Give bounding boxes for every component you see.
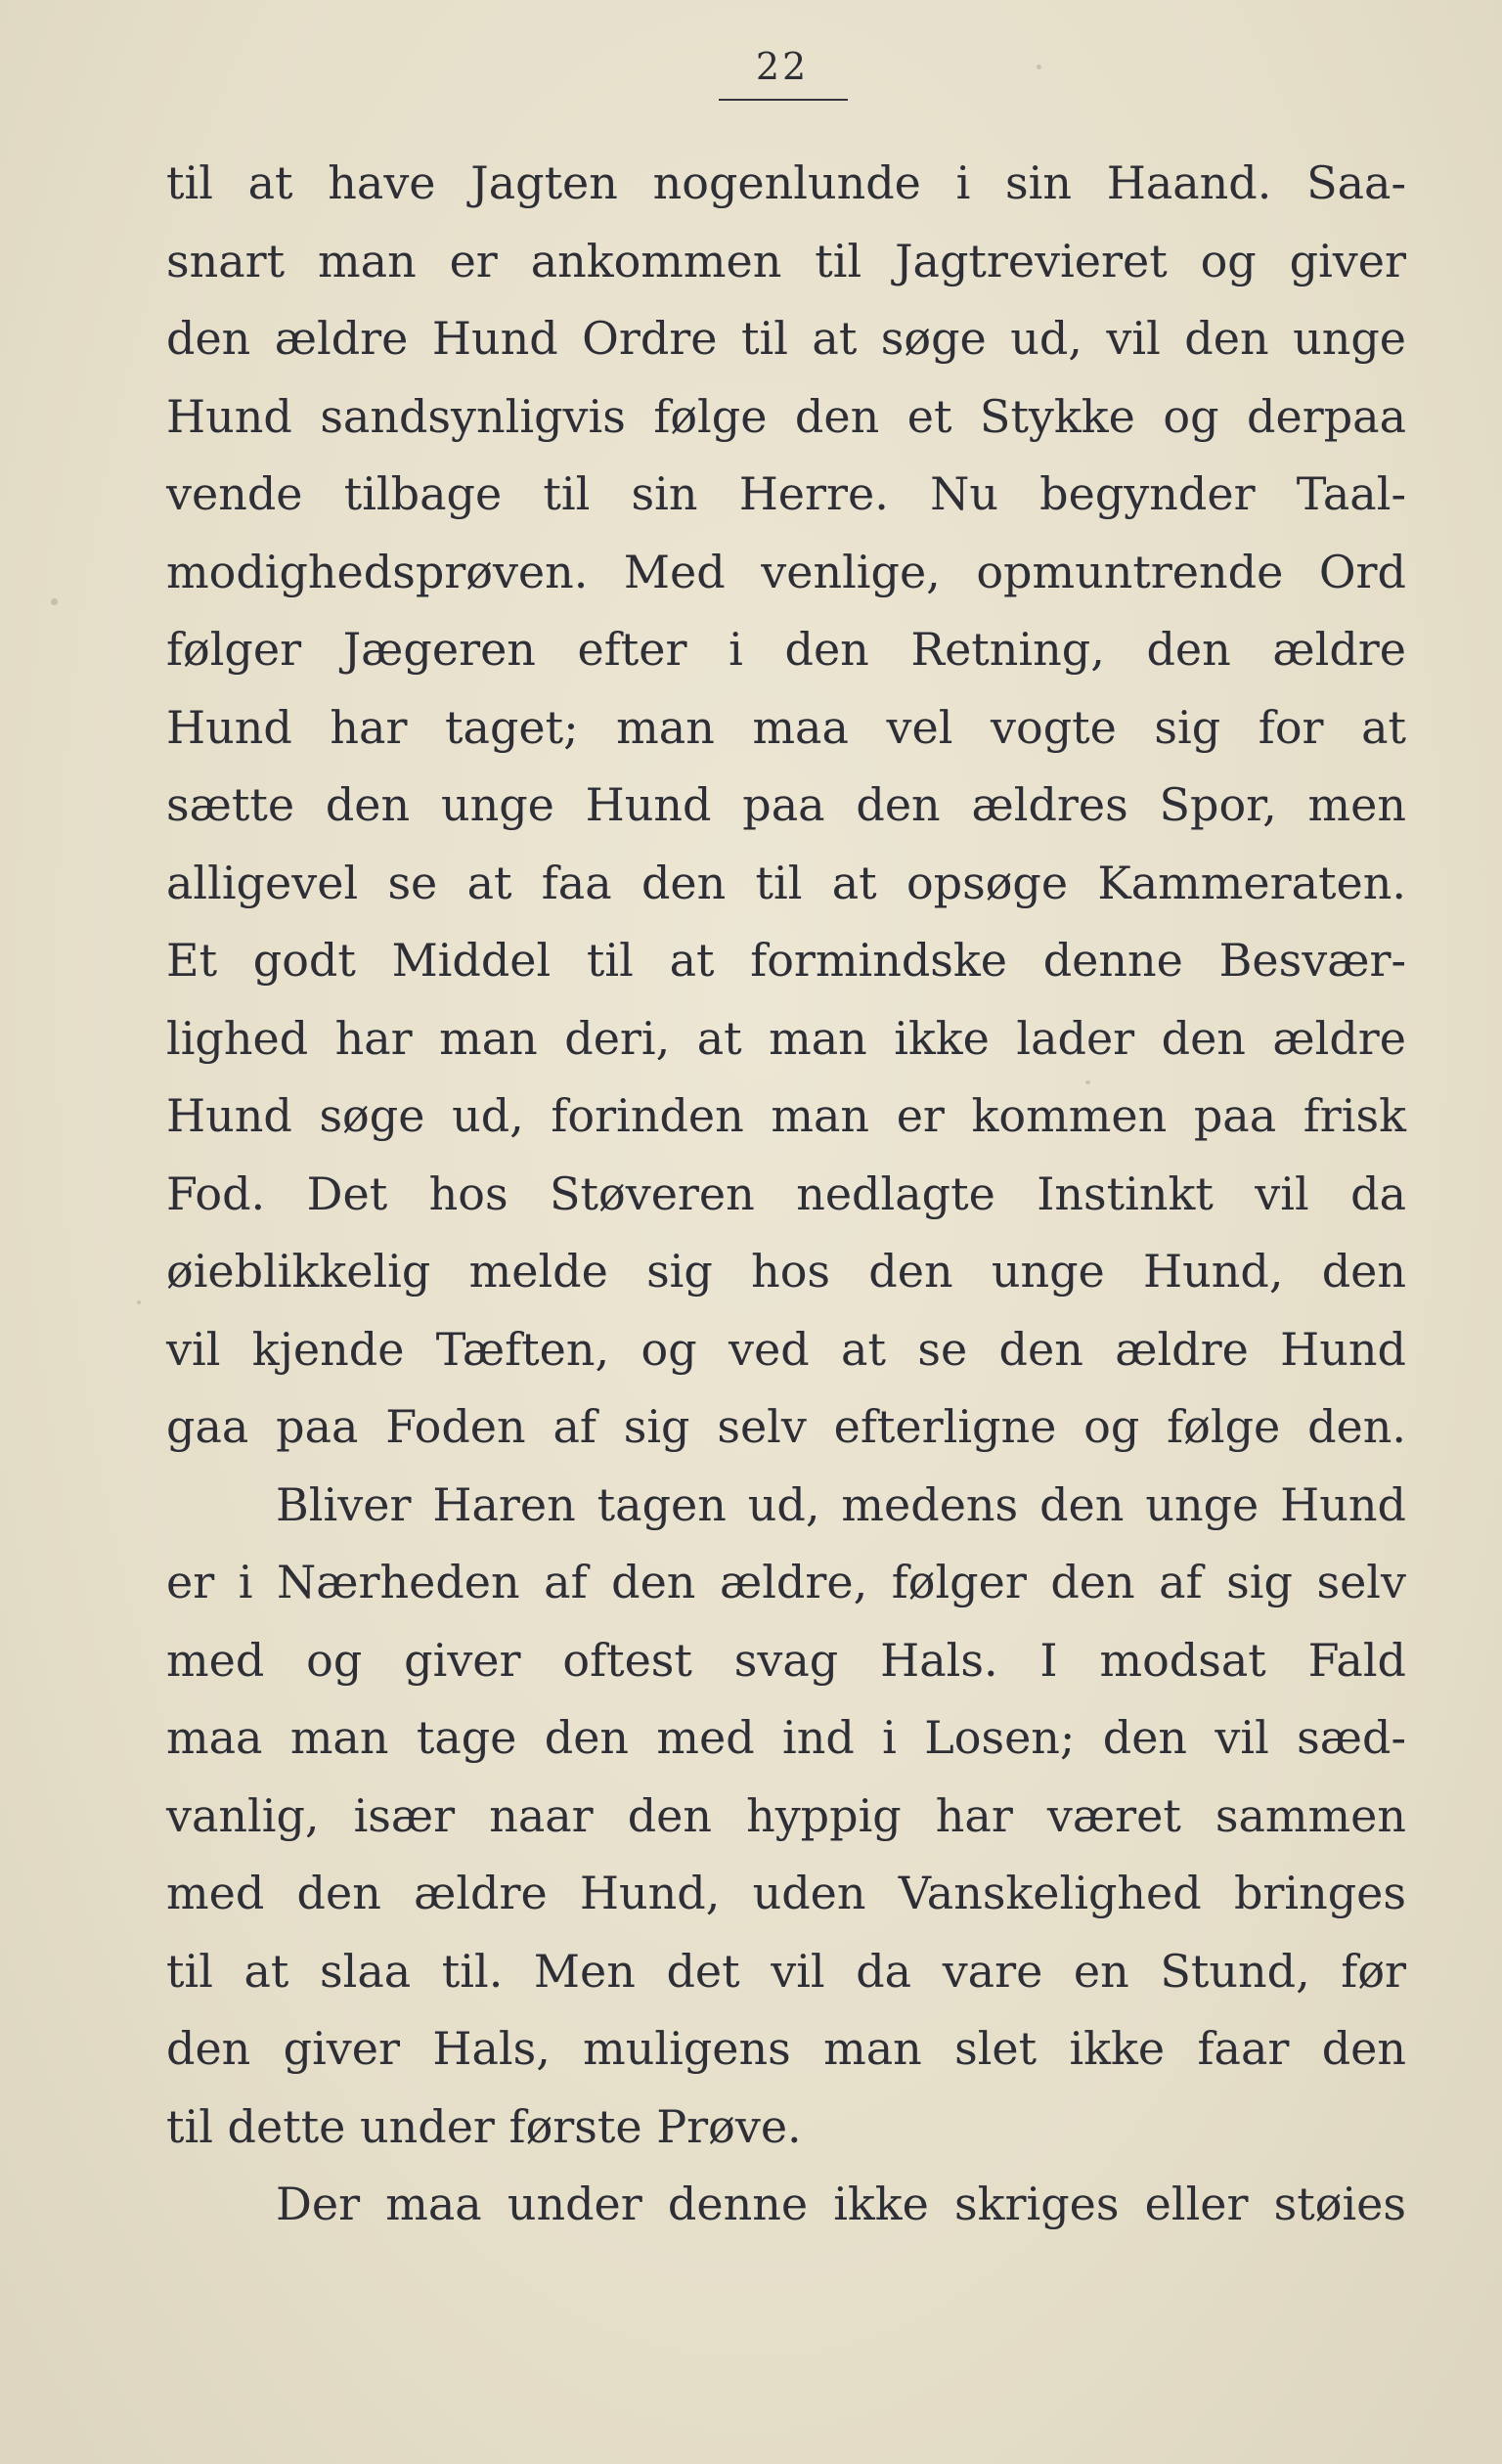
text-line: Hund har taget; man maa vel vogte sig for at bbox=[166, 700, 1406, 754]
text-line: Fod. Det hos Støveren nedlagte Instinkt vil da bbox=[166, 1166, 1406, 1220]
text-line: med og giver oftest svag Hals. I modsat Fald bbox=[166, 1633, 1406, 1687]
text-line: snart man er ankommen til Jagtrevieret og giver bbox=[166, 234, 1406, 287]
page-number: 22 bbox=[755, 45, 810, 88]
text-line: er i Nærheden af den ældre, følger den af sig selv bbox=[166, 1556, 1406, 1608]
text-line: modighedsprøven. Med venlige, opmuntrende Ord bbox=[166, 545, 1406, 598]
paper-speck bbox=[1037, 65, 1041, 69]
paragraph-3 bbox=[166, 2166, 1406, 2244]
text-line: Der maa under denne ikke skriges eller støies bbox=[276, 2178, 1406, 2230]
text-line: til dette under første Prøve. bbox=[166, 2099, 802, 2153]
paper-speck bbox=[137, 1300, 141, 1304]
text-line: Et godt Middel til at formindske denne Besvær- bbox=[166, 934, 1406, 987]
text-line: Hund søge ud, forinden man er kommen paa frisk bbox=[166, 1089, 1406, 1142]
page-number-rule bbox=[719, 99, 848, 101]
paragraph-2 bbox=[166, 1467, 1406, 2167]
text-line: med den ældre Hund, uden Vanskelighed bringes bbox=[166, 1867, 1406, 1919]
text-line: sætte den unge Hund paa den ældres Spor, men bbox=[166, 778, 1406, 831]
text-line: maa man tage den med ind i Losen; den vil sæd- bbox=[166, 1711, 1406, 1764]
text-line: Hund sandsynligvis følge den et Stykke og derpaa bbox=[166, 389, 1406, 443]
paragraph-1 bbox=[166, 145, 1406, 1467]
text-line: til at slaa til. Men det vil da vare en Stund, før bbox=[166, 1944, 1406, 1998]
text-line: alligevel se at faa den til at opsøge Kammeraten. bbox=[166, 856, 1406, 909]
text-line: Bliver Haren tagen ud, medens den unge Hund bbox=[276, 1477, 1406, 1531]
text-line: følger Jægeren efter i den Retning, den ældre bbox=[166, 623, 1406, 676]
body-text bbox=[166, 145, 1406, 2244]
text-line: vil kjende Tæften, og ved at se den ældre Hund bbox=[166, 1322, 1406, 1376]
text-line: den ældre Hund Ordre til at søge ud, vil den unge bbox=[166, 312, 1406, 365]
text-line: vende tilbage til sin Herre. Nu begynder Taal- bbox=[166, 467, 1406, 520]
text-line: den giver Hals, muligens man slet ikke faar den bbox=[166, 2022, 1406, 2075]
text-line: gaa paa Foden af sig selv efterligne og følge den. bbox=[166, 1400, 1406, 1453]
text-line: vanlig, især naar den hyppig har været sammen bbox=[166, 1788, 1406, 1842]
text-line: til at have Jagten nogenlunde i sin Haand. Saa- bbox=[166, 156, 1406, 209]
paper-speck bbox=[1085, 1080, 1090, 1084]
paper-speck bbox=[51, 598, 58, 605]
text-line: lighed har man deri, at man ikke lader den ældre bbox=[166, 1011, 1406, 1065]
text-line: øieblikkelig melde sig hos den unge Hund, den bbox=[166, 1245, 1406, 1298]
